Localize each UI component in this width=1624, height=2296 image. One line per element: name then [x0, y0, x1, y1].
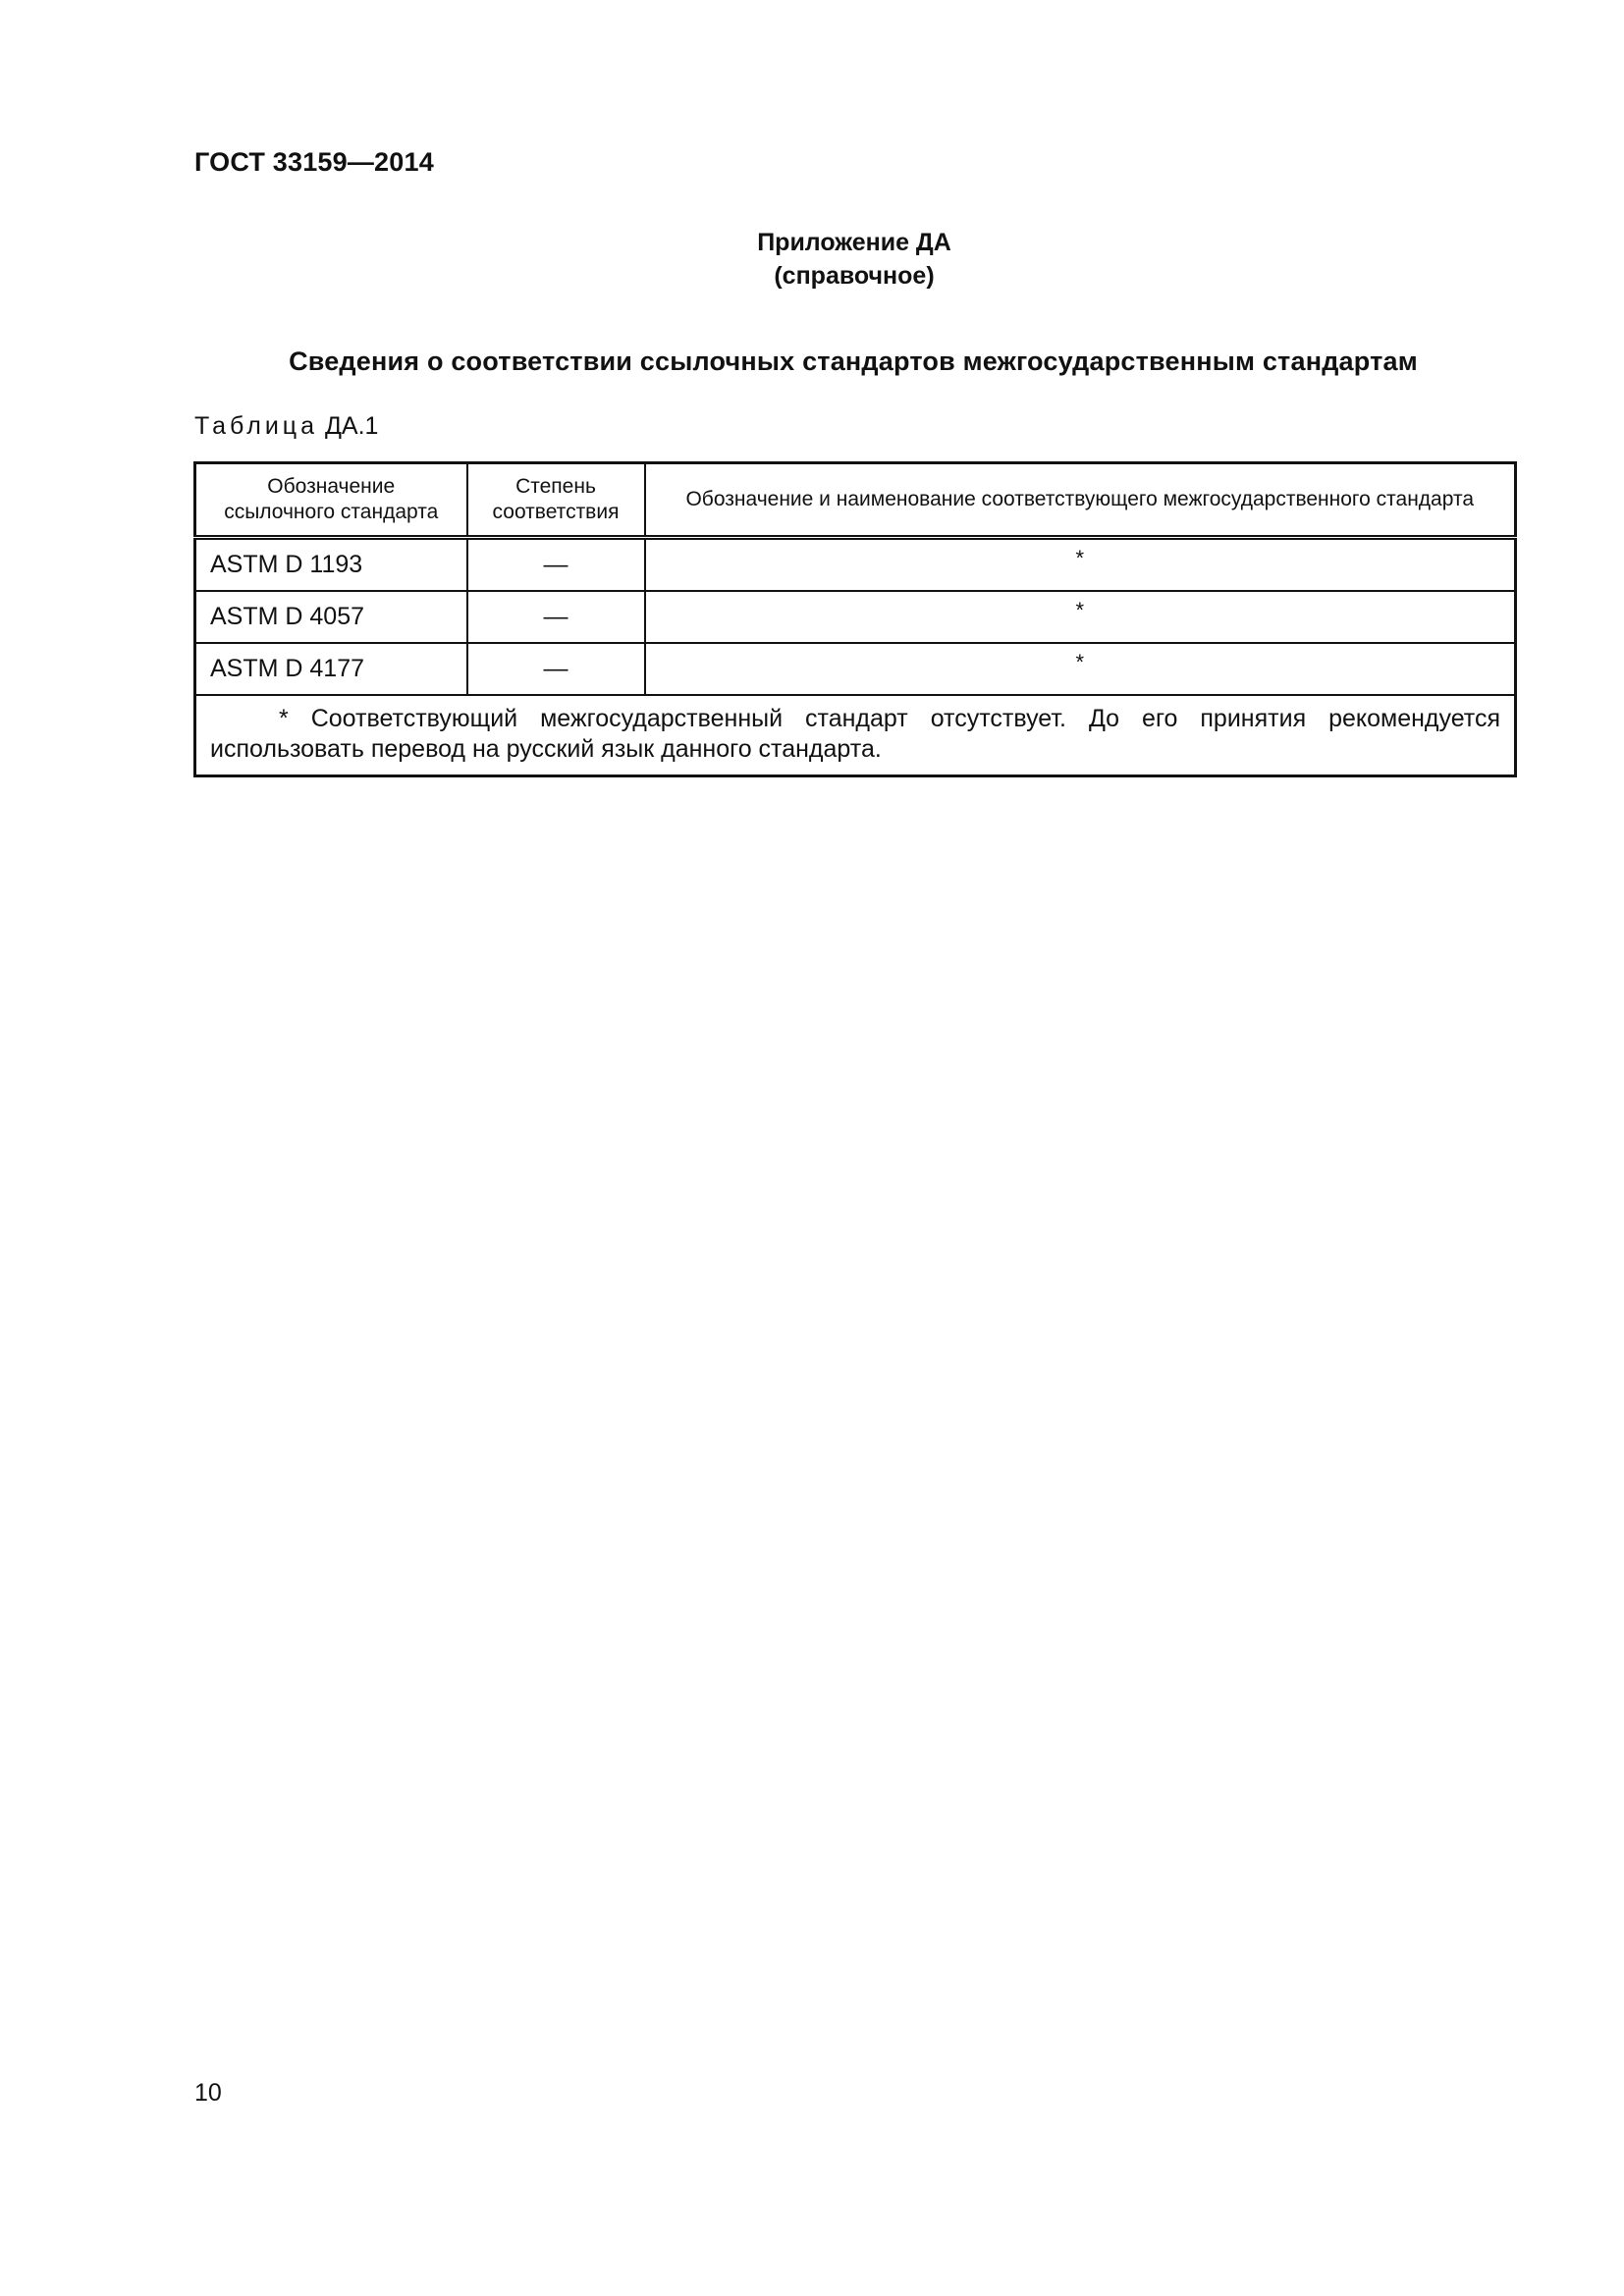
table-header-row	[195, 463, 1516, 538]
header-degree-line1: Степень	[515, 475, 596, 498]
cell-standard: ASTM D 4177	[195, 643, 467, 695]
cell-standard: ASTM D 4057	[195, 591, 467, 643]
cell-degree: —	[467, 591, 645, 643]
header-standard-line1: Обозначение	[267, 475, 396, 498]
document-header: ГОСТ 33159—2014	[194, 147, 434, 177]
section-title: Сведения о соответствии ссылочных стандартов межгосударственным стандартам	[289, 347, 1418, 376]
appendix-subtitle: (справочное)	[774, 262, 935, 290]
table-footnote: * Соответствующий межгосударственный стандарт отсутствует. До его принятия рекомендуется использовать перевод на русский язык данного стандарта.	[195, 695, 1516, 776]
table-footnote-row	[195, 695, 1516, 776]
cell-standard: ASTM D 1193	[195, 538, 467, 592]
cell-equivalent: *	[645, 591, 1516, 643]
cell-equivalent: *	[645, 643, 1516, 695]
header-degree	[467, 463, 645, 538]
appendix-title: Приложение ДА	[757, 229, 951, 256]
header-equivalent: Обозначение и наименование соответствующего межгосударственного стандарта	[645, 463, 1516, 538]
table-row	[195, 591, 1516, 643]
cell-degree: —	[467, 538, 645, 592]
reference-standards-table	[193, 461, 1517, 777]
table-caption-word: Таблица	[194, 412, 319, 440]
appendix-heading	[0, 226, 1624, 293]
table-caption	[194, 412, 378, 441]
header-standard-line2: ссылочного стандарта	[224, 501, 439, 523]
page-number: 10	[194, 2079, 222, 2107]
cell-degree: —	[467, 643, 645, 695]
table-caption-id: ДА.1	[324, 412, 379, 440]
header-degree-line2: соответствия	[492, 501, 620, 523]
table-row	[195, 643, 1516, 695]
header-standard	[195, 463, 467, 538]
table-row	[195, 538, 1516, 592]
cell-equivalent: *	[645, 538, 1516, 592]
